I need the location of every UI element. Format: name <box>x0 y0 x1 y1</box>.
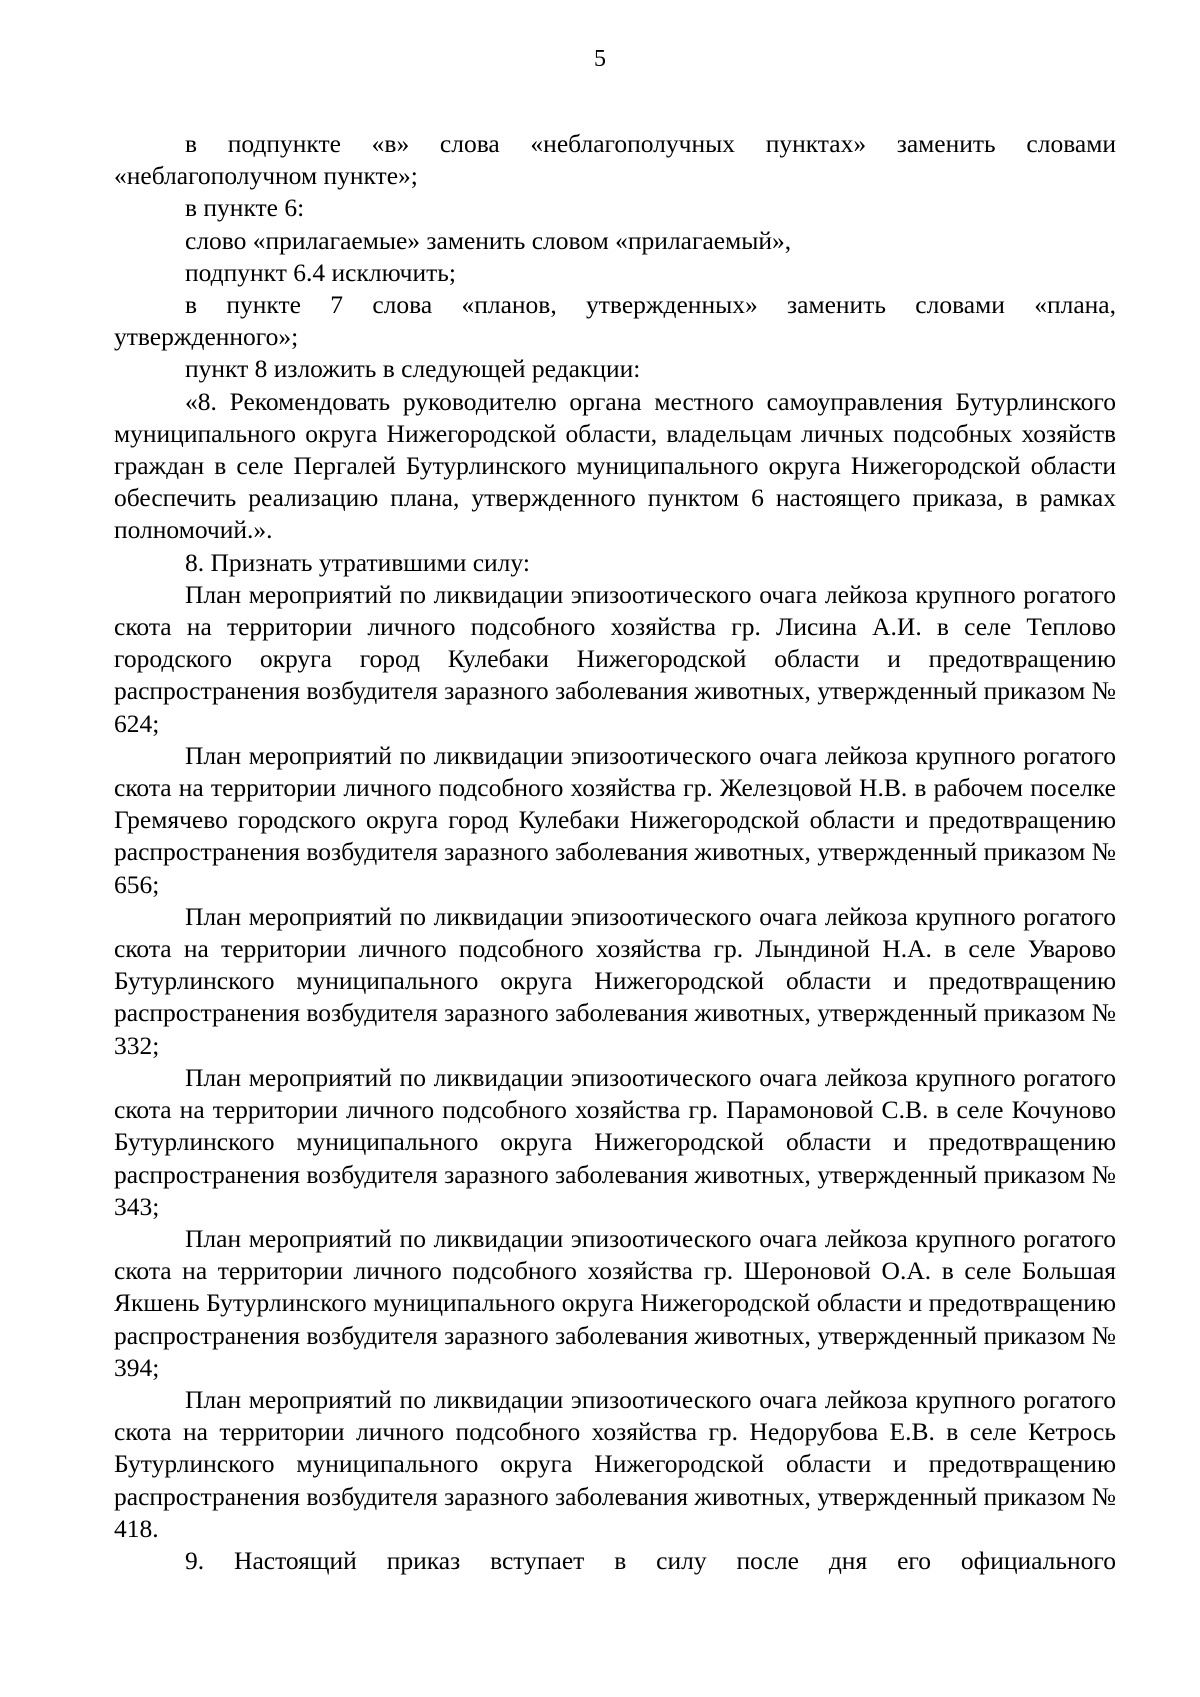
page-number: 5 <box>594 46 606 72</box>
paragraph-word-replace: слово «прилагаемые» заменить словом «прилагаемый», <box>185 225 792 255</box>
paragraph-subpoint-6-4: подпункт 6.4 исключить; <box>185 257 456 287</box>
document-body <box>114 128 1116 1577</box>
paragraph-section-8: 8. Признать утратившими силу: <box>185 547 530 577</box>
paragraph-subpoint-v: в подпункте «в» слова «неблагополучных пунктах» заменить словами «неблагополучном пункте»; <box>114 129 1116 191</box>
paragraph-plan-lisin: План мероприятий по ликвидации эпизоотического очага лейкоза крупного рогатого скота на территории личного подсобного хозяйства гр. Лисина А.И. в селе Теплово городского округа город Кулебаки Нижегородской области и предотвращению распространения возбудителя заразного заболевания животных, утвержденный приказом № 624; <box>114 579 1116 738</box>
paragraph-point-7: в пункте 7 слова «планов, утвержденных» заменить словами «плана, утвержденного»; <box>114 290 1116 352</box>
paragraph-plan-lyndina: План мероприятий по ликвидации эпизоотического очага лейкоза крупного рогатого скота на территории личного подсобного хозяйства гр. Лындиной Н.А. в селе Уварово Бутурлинского муниципального округа Нижегородской области и предотвращению распространения возбудителя заразного заболевания животных, утвержденный приказом № 332; <box>114 901 1116 1060</box>
paragraph-plan-zheleztsova: План мероприятий по ликвидации эпизоотического очага лейкоза крупного рогатого скота на территории личного подсобного хозяйства гр. Железцовой Н.В. в рабочем поселке Гремячево городского округа город Кулебаки Нижегородской области и предотвращению распространения возбудителя заразного заболевания животных, утвержденный приказом № 656; <box>114 740 1116 899</box>
paragraph-point-6: в пункте 6: <box>185 193 305 223</box>
paragraph-plan-paramonova: План мероприятий по ликвидации эпизоотического очага лейкоза крупного рогатого скота на территории личного подсобного хозяйства гр. Парамоновой С.В. в селе Кочуново Бутурлинского муниципального округа Нижегородской области и предотвращению распространения возбудителя заразного заболевания животных, утвержденный приказом № 343; <box>114 1062 1116 1221</box>
paragraph-plan-nedorubov: План мероприятий по ликвидации эпизоотического очага лейкоза крупного рогатого скота на территории личного подсобного хозяйства гр. Недорубова Е.В. в селе Кетрось Бутурлинского муниципального округа Нижегородской области и предотвращению распространения возбудителя заразного заболевания животных, утвержденный приказом № 418. <box>114 1384 1116 1543</box>
paragraph-point-8-edit: пункт 8 изложить в следующей редакции: <box>185 354 641 384</box>
paragraph-plan-sheronova: План мероприятий по ликвидации эпизоотического очага лейкоза крупного рогатого скота на территории личного подсобного хозяйства гр. Шероновой О.А. в селе Большая Якшень Бутурлинского муниципального округа Нижегородской области и предотвращению распространения возбудителя заразного заболевания животных, утвержденный приказом № 394; <box>114 1223 1116 1382</box>
paragraph-section-9: 9. Настоящий приказ вступает в силу после дня его официального <box>185 1545 1116 1575</box>
paragraph-point-8-text: «8. Рекомендовать руководителю органа местного самоуправления Бутурлинского муниципального округа Нижегородской области, владельцам личных подсобных хозяйств граждан в селе Пергалей Бутурлинского муниципального округа Нижегородской области обеспечить реализацию плана, утвержденного пунктом 6 настоящего приказа, в рамках полномочий.». <box>114 386 1116 545</box>
